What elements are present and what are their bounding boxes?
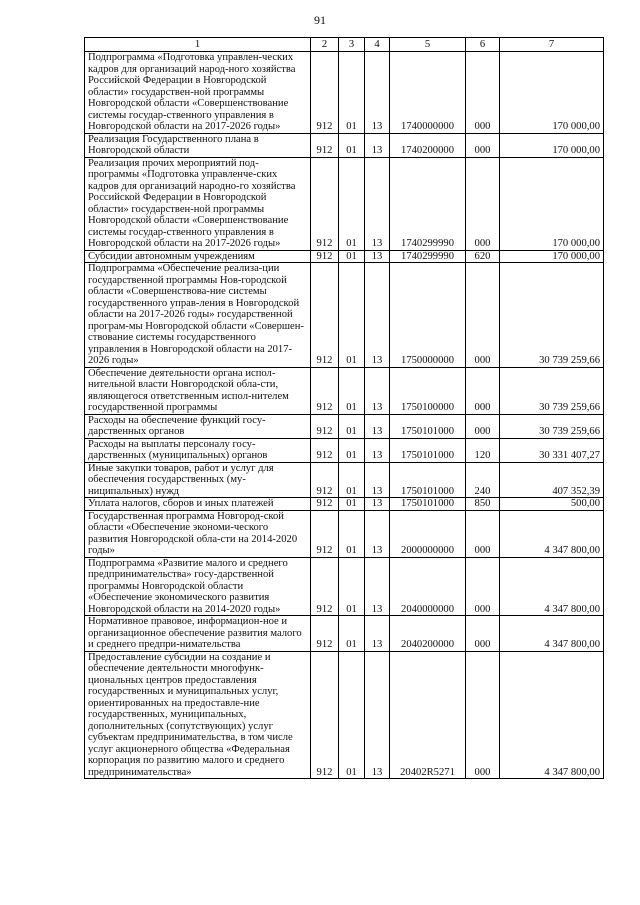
row-grbs-code: 912 — [311, 133, 339, 157]
row-expense-type: 000 — [466, 510, 500, 557]
row-grbs-code: 912 — [311, 651, 339, 779]
row-target-article: 2040200000 — [390, 616, 466, 652]
row-name: Иные закупки товаров, работ и услуг для обеспечения государственных (му-ниципальных) нужд — [85, 462, 311, 498]
row-subsection-code: 13 — [365, 651, 390, 779]
row-name: Подпрограмма «Развитие малого и среднего предпринимательства» госу-дарственной программы Новгородской области «Обеспечение экономического развития Новгородской области на 2014-2020 годы» — [85, 557, 311, 616]
row-subsection-code: 13 — [365, 438, 390, 462]
row-section-code: 01 — [339, 263, 365, 368]
row-name: Подпрограмма «Подготовка управлен-ческих кадров для организаций народ-ного хозяйства Российской Федерации в Новгородской области» государствен-ной программы Новгородской области «Совершенствование системы государ-ственного управления в Новгородской области на 2017-2026 годы» — [85, 52, 311, 134]
row-subsection-code: 13 — [365, 133, 390, 157]
row-section-code: 01 — [339, 414, 365, 438]
row-grbs-code: 912 — [311, 462, 339, 498]
header-col-5: 5 — [390, 38, 466, 52]
row-section-code: 01 — [339, 616, 365, 652]
row-subsection-code: 13 — [365, 462, 390, 498]
row-grbs-code: 912 — [311, 438, 339, 462]
row-amount: 170 000,00 — [500, 157, 604, 250]
row-target-article: 1740000000 — [390, 52, 466, 134]
row-name: Нормативное правовое, информацион-ное и организационное обеспечение развития малого и среднего предпри-нимательства — [85, 616, 311, 652]
row-section-code: 01 — [339, 52, 365, 134]
row-expense-type: 000 — [466, 414, 500, 438]
row-amount: 4 347 800,00 — [500, 510, 604, 557]
row-subsection-code: 13 — [365, 250, 390, 263]
row-section-code: 01 — [339, 438, 365, 462]
row-section-code: 01 — [339, 651, 365, 779]
row-amount: 170 000,00 — [500, 133, 604, 157]
table-header — [85, 38, 604, 52]
row-target-article: 1740299990 — [390, 250, 466, 263]
row-section-code: 01 — [339, 250, 365, 263]
row-target-article: 2040000000 — [390, 557, 466, 616]
row-subsection-code: 13 — [365, 510, 390, 557]
table-row — [85, 367, 604, 414]
row-amount: 30 739 259,66 — [500, 367, 604, 414]
row-amount: 30 331 407,27 — [500, 438, 604, 462]
row-amount: 500,00 — [500, 498, 604, 511]
row-subsection-code: 13 — [365, 414, 390, 438]
row-grbs-code: 912 — [311, 414, 339, 438]
row-amount: 30 739 259,66 — [500, 414, 604, 438]
table-body — [85, 52, 604, 779]
budget-table — [84, 37, 604, 779]
row-section-code: 01 — [339, 498, 365, 511]
row-name: Предоставление субсидии на создание и обеспечение деятельности многофунк-циональных центров предоставления государственных и муниципальных услуг, ориентированных на предоставле-ние государственных, муниципальных, дополнительных (сопутствующих) услуг субъектам предпринимательства, в том числе услуг акционерного общества «Федеральная корпорация по развитию малого и среднего предпринимательства» — [85, 651, 311, 779]
row-grbs-code: 912 — [311, 367, 339, 414]
row-grbs-code: 912 — [311, 498, 339, 511]
table-row — [85, 651, 604, 779]
header-col-6: 6 — [466, 38, 500, 52]
row-amount: 4 347 800,00 — [500, 651, 604, 779]
row-section-code: 01 — [339, 510, 365, 557]
row-target-article: 1750100000 — [390, 367, 466, 414]
header-col-7: 7 — [500, 38, 604, 52]
row-grbs-code: 912 — [311, 510, 339, 557]
row-subsection-code: 13 — [365, 157, 390, 250]
table-row — [85, 157, 604, 250]
row-name: Расходы на выплаты персоналу госу-дарственных (муниципальных) органов — [85, 438, 311, 462]
row-amount: 30 739 259,66 — [500, 263, 604, 368]
row-section-code: 01 — [339, 133, 365, 157]
row-target-article: 1750101000 — [390, 438, 466, 462]
row-expense-type: 000 — [466, 651, 500, 779]
row-grbs-code: 912 — [311, 157, 339, 250]
row-name: Реализация Государственного плана в Новгородской области — [85, 133, 311, 157]
row-expense-type: 000 — [466, 616, 500, 652]
table-row — [85, 263, 604, 368]
row-amount: 170 000,00 — [500, 52, 604, 134]
row-section-code: 01 — [339, 462, 365, 498]
row-expense-type: 000 — [466, 157, 500, 250]
row-target-article: 1750000000 — [390, 263, 466, 368]
row-expense-type: 850 — [466, 498, 500, 511]
row-target-article: 2000000000 — [390, 510, 466, 557]
header-row — [85, 38, 604, 52]
row-name: Субсидии автономным учреждениям — [85, 250, 311, 263]
row-expense-type: 000 — [466, 263, 500, 368]
row-grbs-code: 912 — [311, 250, 339, 263]
row-amount: 4 347 800,00 — [500, 616, 604, 652]
page-number: 91 — [314, 13, 326, 27]
row-subsection-code: 13 — [365, 616, 390, 652]
row-expense-type: 000 — [466, 557, 500, 616]
row-subsection-code: 13 — [365, 263, 390, 368]
table-row — [85, 414, 604, 438]
table-row — [85, 133, 604, 157]
row-target-article: 20402R5271 — [390, 651, 466, 779]
header-col-4: 4 — [365, 38, 390, 52]
row-name: Расходы на обеспечение функций госу-дарственных органов — [85, 414, 311, 438]
row-subsection-code: 13 — [365, 498, 390, 511]
row-target-article: 1740299990 — [390, 157, 466, 250]
row-section-code: 01 — [339, 157, 365, 250]
row-target-article: 1750101000 — [390, 498, 466, 511]
row-subsection-code: 13 — [365, 367, 390, 414]
table-row — [85, 250, 604, 263]
row-grbs-code: 912 — [311, 616, 339, 652]
row-amount: 170 000,00 — [500, 250, 604, 263]
row-subsection-code: 13 — [365, 557, 390, 616]
table-row — [85, 52, 604, 134]
row-name: Подпрограмма «Обеспечение реализа-ции государственной программы Нов-городской области «Совершенствова-ние системы государственного управ-ления в Новгородской области на 2017-2026 годы» государственной програм-мы Новгородской области «Совершен-ствование системы государственного управления в Новгородской области на 2017-2026 годы» — [85, 263, 311, 368]
row-amount: 407 352,39 — [500, 462, 604, 498]
row-grbs-code: 912 — [311, 557, 339, 616]
row-expense-type: 000 — [466, 52, 500, 134]
row-amount: 4 347 800,00 — [500, 557, 604, 616]
header-col-2: 2 — [311, 38, 339, 52]
row-grbs-code: 912 — [311, 52, 339, 134]
table-row — [85, 438, 604, 462]
row-target-article: 1740200000 — [390, 133, 466, 157]
header-col-1: 1 — [85, 38, 311, 52]
header-col-3: 3 — [339, 38, 365, 52]
row-expense-type: 120 — [466, 438, 500, 462]
row-name: Реализация прочих мероприятий под-программы «Подготовка управленче-ских кадров для организаций народно-го хозяйства Российской Федерации в Новгородской области» государствен-ной программы Новгородской области «Совершенствование системы государ-ственного управления в Новгородской области на 2017-2026 годы» — [85, 157, 311, 250]
table-row — [85, 616, 604, 652]
row-name: Государственная программа Новгород-ской области «Обеспечение экономи-ческого развития Новгородской обла-сти на 2014-2020 годы» — [85, 510, 311, 557]
row-target-article: 1750101000 — [390, 462, 466, 498]
row-expense-type: 000 — [466, 367, 500, 414]
row-expense-type: 000 — [466, 133, 500, 157]
row-target-article: 1750101000 — [390, 414, 466, 438]
row-section-code: 01 — [339, 557, 365, 616]
table-row — [85, 510, 604, 557]
row-expense-type: 240 — [466, 462, 500, 498]
table-row — [85, 557, 604, 616]
row-expense-type: 620 — [466, 250, 500, 263]
row-grbs-code: 912 — [311, 263, 339, 368]
row-subsection-code: 13 — [365, 52, 390, 134]
row-name: Обеспечение деятельности органа испол-нительной власти Новгородской обла-сти, являющегося ответственным испол-нителем государственной программы — [85, 367, 311, 414]
table-row — [85, 498, 604, 511]
table-row — [85, 462, 604, 498]
row-name: Уплата налогов, сборов и иных платежей — [85, 498, 311, 511]
row-section-code: 01 — [339, 367, 365, 414]
